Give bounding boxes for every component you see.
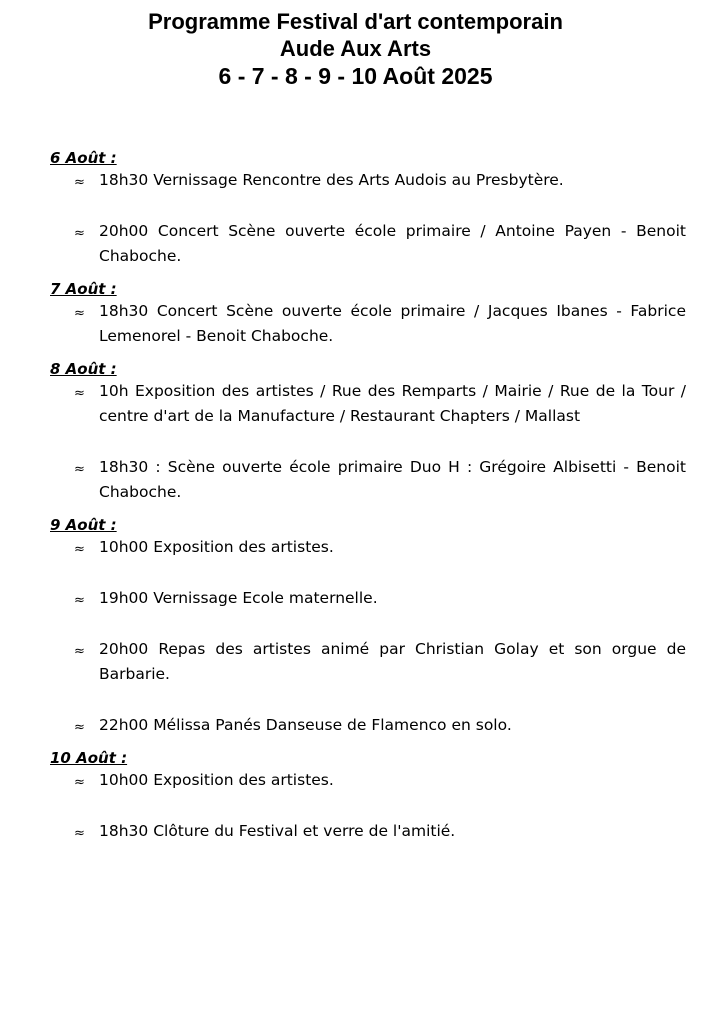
day-heading: 8 Août : — [50, 360, 117, 378]
bullet-icon: ≈ — [74, 593, 85, 608]
event-item — [50, 299, 686, 349]
program-list — [50, 148, 686, 854]
event-item — [50, 455, 686, 505]
bullet-icon: ≈ — [74, 175, 85, 190]
day-section — [50, 515, 686, 738]
bullet-icon: ≈ — [74, 720, 85, 735]
document-title: Programme Festival d'art contemporain — [148, 9, 563, 34]
event-item — [50, 768, 686, 793]
day-heading: 10 Août : — [50, 749, 128, 767]
festival-dates: 6 - 7 - 8 - 9 - 10 Août 2025 — [218, 63, 493, 89]
event-list — [50, 299, 686, 349]
event-text: 22h00 Mélissa Panés Danseuse de Flamenco en solo. — [99, 716, 512, 734]
event-list — [50, 535, 686, 738]
event-text: 20h00 Repas des artistes animé par Christian Golay et son orgue de Barbarie. — [99, 640, 686, 683]
event-list — [50, 379, 686, 505]
event-text: 18h30 Concert Scène ouverte école primaire / Jacques Ibanes - Fabrice Lemenorel - Benoit Chaboche. — [99, 302, 686, 345]
event-item — [50, 586, 686, 611]
event-item — [50, 535, 686, 560]
event-text: 18h30 Vernissage Rencontre des Arts Audois au Presbytère. — [99, 171, 564, 189]
event-item — [50, 219, 686, 269]
bullet-icon: ≈ — [74, 775, 85, 790]
bullet-icon: ≈ — [74, 386, 85, 401]
event-text: 19h00 Vernissage Ecole maternelle. — [99, 589, 378, 607]
festival-name: Aude Aux Arts — [279, 36, 432, 61]
bullet-icon: ≈ — [74, 542, 85, 557]
event-text: 18h30 Clôture du Festival et verre de l'amitié. — [99, 822, 456, 840]
bullet-icon: ≈ — [74, 306, 85, 321]
event-item — [50, 819, 686, 844]
event-list — [50, 768, 686, 844]
event-item — [50, 168, 686, 193]
day-section — [50, 148, 686, 269]
day-section — [50, 748, 686, 844]
event-item — [50, 379, 686, 429]
day-section — [50, 279, 686, 349]
event-item — [50, 637, 686, 687]
document-header — [0, 8, 711, 91]
bullet-icon: ≈ — [74, 826, 85, 841]
event-text: 18h30 : Scène ouverte école primaire Duo H : Grégoire Albisetti - Benoit Chaboche. — [99, 458, 686, 501]
event-text: 10h00 Exposition des artistes. — [99, 538, 334, 556]
bullet-icon: ≈ — [74, 226, 85, 241]
day-heading: 7 Août : — [50, 280, 117, 298]
event-item — [50, 713, 686, 738]
day-heading: 9 Août : — [50, 516, 117, 534]
bullet-icon: ≈ — [74, 644, 85, 659]
day-section — [50, 359, 686, 505]
bullet-icon: ≈ — [74, 462, 85, 477]
event-list — [50, 168, 686, 269]
event-text: 10h Exposition des artistes / Rue des Remparts / Mairie / Rue de la Tour / centre d'art de la Manufacture / Restaurant Chapters / Mallast — [99, 382, 686, 425]
event-text: 20h00 Concert Scène ouverte école primaire / Antoine Payen - Benoit Chaboche. — [99, 222, 686, 265]
event-text: 10h00 Exposition des artistes. — [99, 771, 334, 789]
day-heading: 6 Août : — [50, 149, 117, 167]
